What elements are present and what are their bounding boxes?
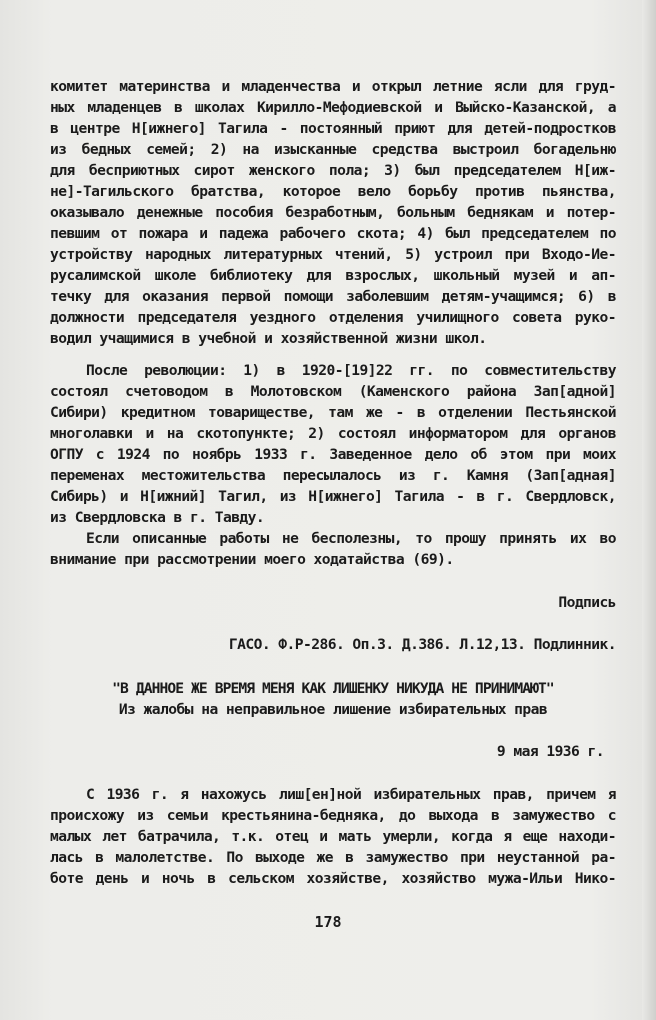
paragraph-4 xyxy=(50,784,616,889)
text-line: в центре Н[ижнего] Тагила - постоянный приют для детей-подростков xyxy=(50,120,616,137)
text-line: После революции: 1) в 1920-[19]22 гг. по совместительству xyxy=(86,362,616,379)
signature-block xyxy=(50,592,616,613)
archive-reference-block xyxy=(50,634,616,655)
text-line: Если описанные работы не бесполезны, то прошу принять их во xyxy=(86,530,616,547)
document-date-block xyxy=(50,741,604,762)
text-line: ОГПУ с 1924 по ноябрь 1933 г. Заведенное дело об этом при моих xyxy=(50,446,616,463)
text-line: Сибирь) и Н[ижний] Тагил, из Н[ижнего] Тагила - в г. Свердловск, xyxy=(50,488,616,505)
archive-reference: ГАСО. Ф.Р-286. Оп.3. Д.386. Л.12,13. Подлинник. xyxy=(228,636,616,653)
text-line: для бесприютных сирот женского пола; 3) был председателем Н[иж- xyxy=(50,162,616,179)
page-edge-shadow xyxy=(642,0,656,1020)
text-line: происхожу из семьи крестьянина-бедняка, до выхода в замужество с xyxy=(50,807,616,824)
text-line: переменах местожительства пересылалось из г. Камня (Зап[адная] xyxy=(50,467,616,484)
text-line: малых лет батрачила, т.к. отец и мать умерли, когда я еще находи- xyxy=(50,828,616,845)
document-title: "В ДАННОЕ ЖЕ ВРЕМЯ МЕНЯ КАК ЛИШЕНКУ НИКУДА НЕ ПРИНИМАЮТ" xyxy=(112,680,554,697)
document-heading xyxy=(50,678,616,720)
document-subtitle: Из жалобы на неправильное лишение избирательных прав xyxy=(118,701,548,718)
text-line: Сибири) кредитном товариществе, там же - в отделении Пестьянской xyxy=(50,404,616,421)
text-line: не]-Тагильского братства, которое вело борьбу против пьянства, xyxy=(50,183,616,200)
signature-label: Подпись xyxy=(558,594,616,611)
text-line: боте день и ночь в сельском хозяйстве, хозяйство мужа-Ильи Нико- xyxy=(50,870,616,887)
text-line: С 1936 г. я нахожусь лиш[ен]ной избирательных прав, причем я xyxy=(86,786,616,803)
document-date: 9 мая 1936 г. xyxy=(496,743,604,760)
text-line: лась в малолетстве. По выходе же в замужество при неустанной ра- xyxy=(50,849,616,866)
text-line: комитет материнства и младенчества и открыл летние ясли для груд- xyxy=(50,78,616,95)
text-line: должности председателя уездного отделения училищного совета руко- xyxy=(50,309,616,326)
paragraph-3 xyxy=(50,528,616,570)
text-line: оказывало денежные пособия безработным, больным беднякам и потер- xyxy=(50,204,616,221)
text-line: певшим от пожара и падежа рабочего скота; 4) был председателем по xyxy=(50,225,616,242)
page-number: 178 xyxy=(314,913,342,931)
paragraph-1 xyxy=(50,76,616,349)
text-line: состоял счетоводом в Молотовском (Каменского района Зап[адной] xyxy=(50,383,616,400)
text-line: водил учащимися в учебной и хозяйственной жизни школ. xyxy=(50,330,487,347)
text-line: устройству народных литературных чтений, 5) устроил при Входо-Ие- xyxy=(50,246,616,263)
paragraph-2 xyxy=(50,360,616,528)
text-line: ных младенцев в школах Кирилло-Мефодиевской и Выйско-Казанской, а xyxy=(50,99,616,116)
text-line: течку для оказания первой помощи заболевшим детям-учащимся; 6) в xyxy=(50,288,616,305)
text-line: из бедных семей; 2) на изысканные средства выстроил богадельню xyxy=(50,141,616,158)
text-line: многолавки и на скотопункте; 2) состоял информатором для органов xyxy=(50,425,616,442)
text-line: русалимской школе библиотеку для взрослых, школьный музей и ап- xyxy=(50,267,616,284)
text-line: внимание при рассмотрении моего ходатайства (69). xyxy=(50,551,454,568)
text-line: из Свердловска в г. Тавду. xyxy=(50,509,265,526)
